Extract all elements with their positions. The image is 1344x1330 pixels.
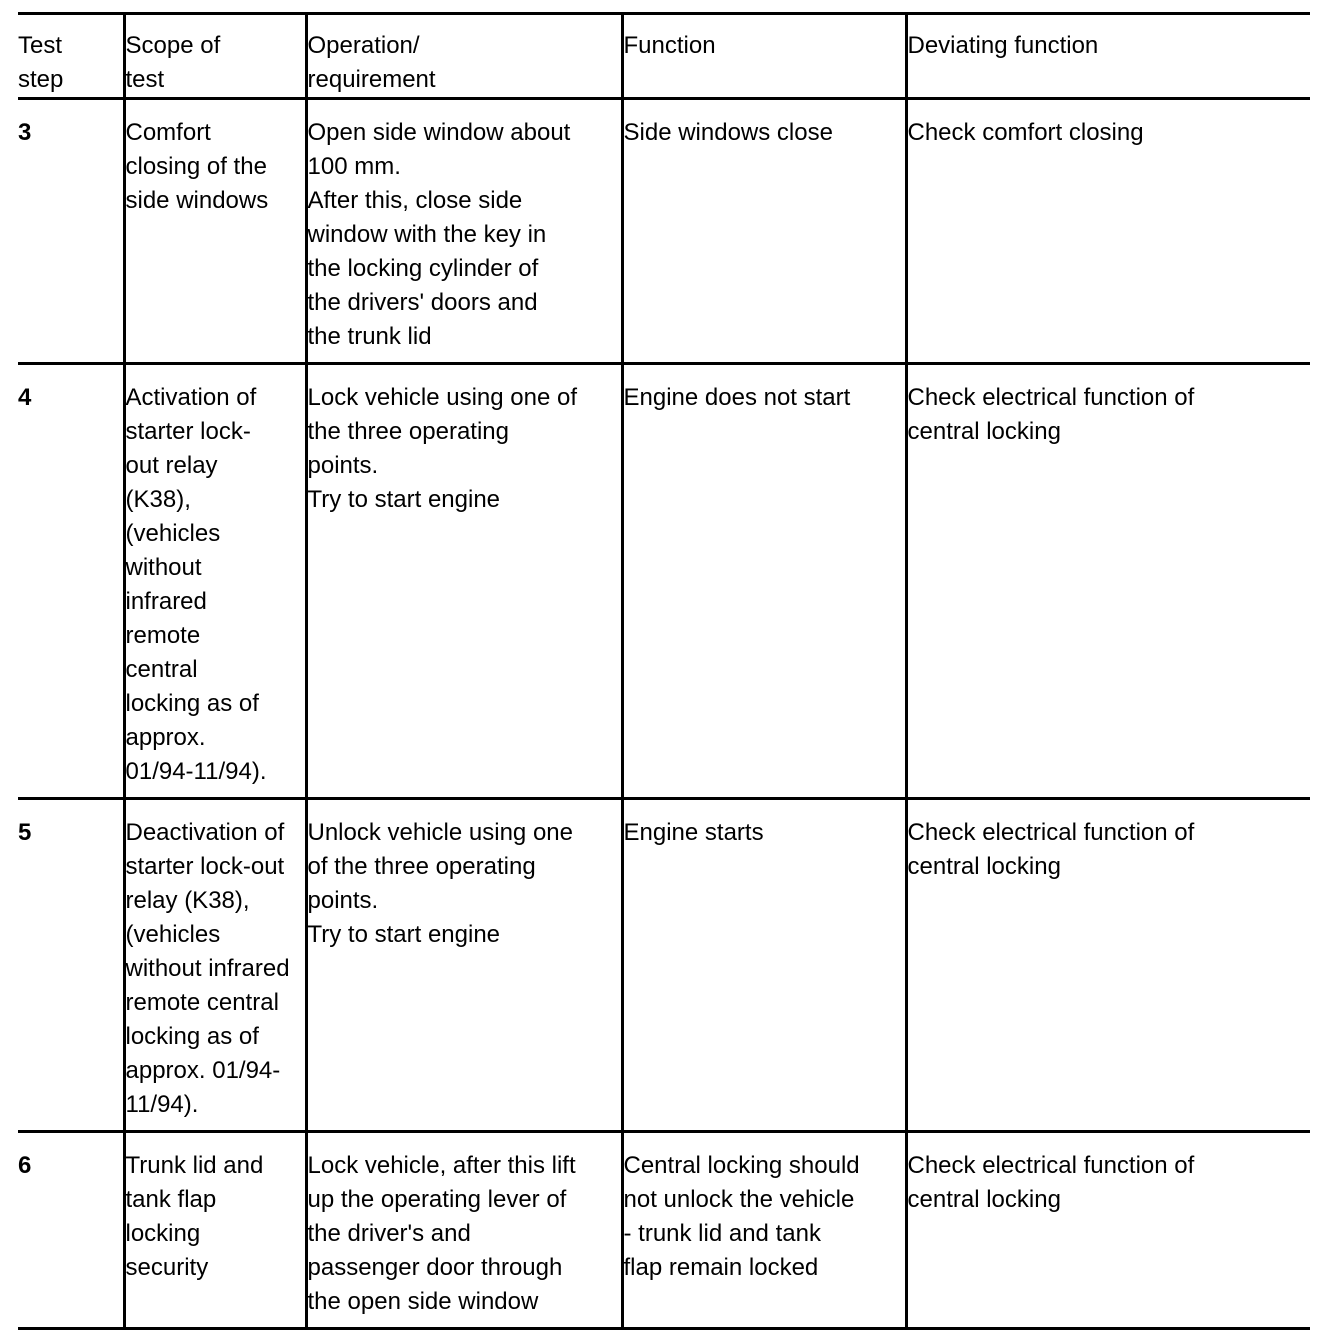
cell-test-step: 3 xyxy=(18,99,124,364)
cell-function: Side windows close xyxy=(622,99,906,364)
cell-deviating-function: Check electrical function of central locking xyxy=(906,1132,1310,1329)
cell-function: Engine does not start xyxy=(622,364,906,799)
cell-deviating-function: Check electrical function of central locking xyxy=(906,364,1310,799)
cell-test-step: 5 xyxy=(18,799,124,1132)
cell-operation: Unlock vehicle using one of the three operating points. Try to start engine xyxy=(306,799,622,1132)
table-row xyxy=(18,799,1310,1132)
table-header xyxy=(18,14,1310,99)
cell-function: Central locking should not unlock the vehicle - trunk lid and tank flap remain locked xyxy=(622,1132,906,1329)
cell-scope: Comfort closing of the side windows xyxy=(124,99,306,364)
cell-operation: Open side window about 100 mm. After this, close side window with the key in the locking cylinder of the drivers' doors and the trunk lid xyxy=(306,99,622,364)
cell-scope: Deactivation of starter lock-out relay (K38), (vehicles without infrared remote central locking as of approx. 01/94- 11/94). xyxy=(124,799,306,1132)
table-row xyxy=(18,99,1310,364)
cell-scope: Activation of starter lock- out relay (K38), (vehicles without infrared remote central locking as of approx. 01/94-11/94). xyxy=(124,364,306,799)
table-row xyxy=(18,1132,1310,1329)
table-row xyxy=(18,364,1310,799)
header-function: Function xyxy=(622,14,906,99)
cell-operation: Lock vehicle, after this lift up the operating lever of the driver's and passenger door through the open side window xyxy=(306,1132,622,1329)
header-scope-of-test: Scope of test xyxy=(124,14,306,99)
header-test-step: Test step xyxy=(18,14,124,99)
cell-deviating-function: Check electrical function of central locking xyxy=(906,799,1310,1132)
cell-scope: Trunk lid and tank flap locking security xyxy=(124,1132,306,1329)
header-operation-requirement: Operation/ requirement xyxy=(306,14,622,99)
cell-deviating-function: Check comfort closing xyxy=(906,99,1310,364)
cell-operation: Lock vehicle using one of the three operating points. Try to start engine xyxy=(306,364,622,799)
header-row xyxy=(18,14,1310,99)
cell-function: Engine starts xyxy=(622,799,906,1132)
table-body xyxy=(18,99,1310,1329)
header-deviating-function: Deviating function xyxy=(906,14,1310,99)
test-steps-table xyxy=(18,12,1310,1330)
cell-test-step: 6 xyxy=(18,1132,124,1329)
cell-test-step: 4 xyxy=(18,364,124,799)
